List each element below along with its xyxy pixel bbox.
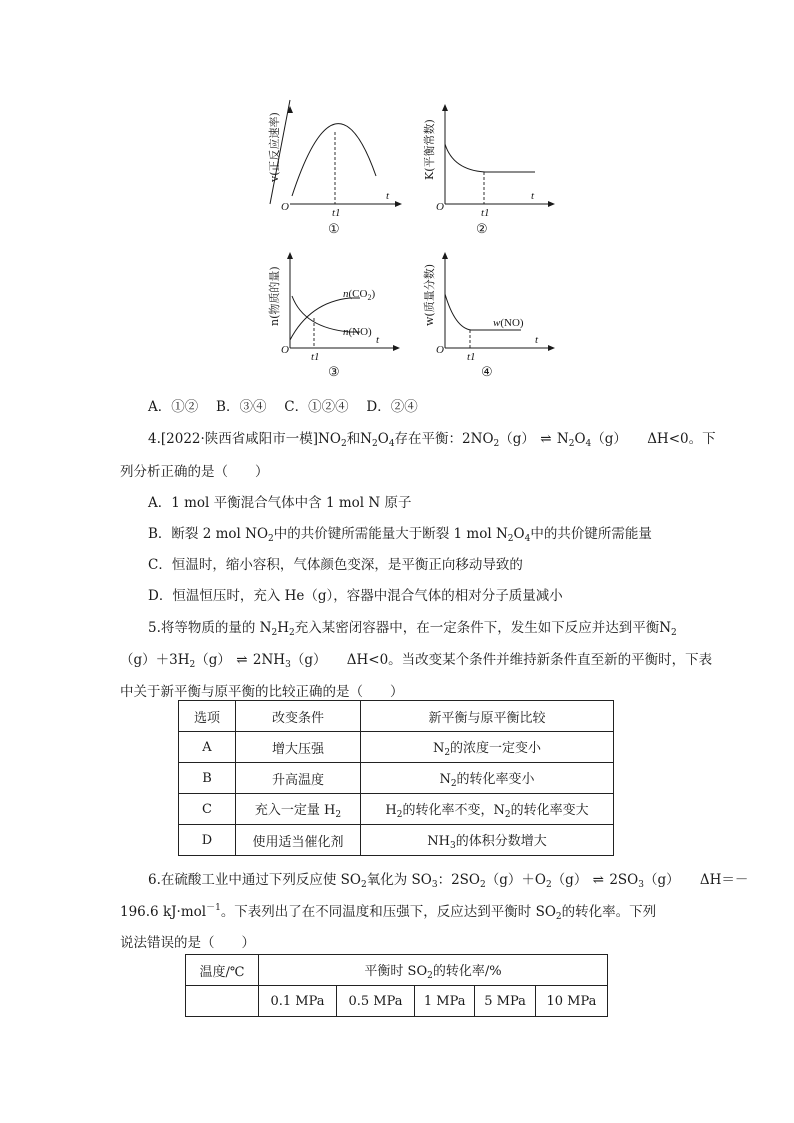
graph-1 bbox=[270, 100, 410, 240]
graph-number: ② bbox=[476, 221, 488, 236]
table-row: A 增大压强 $N_2$的浓度一定变小 bbox=[179, 732, 614, 763]
graph-number: ① bbox=[328, 221, 340, 236]
x-axis-label: t bbox=[535, 334, 539, 346]
header-conversion: 平衡时 $SO_2$的转化率/% bbox=[259, 955, 608, 986]
pressure-row bbox=[186, 986, 608, 1017]
table-row: B 升高温度 $N_2$的转化率变小 bbox=[179, 763, 614, 794]
y-axis-arrow bbox=[442, 104, 448, 111]
graph-4 bbox=[425, 248, 565, 388]
equilibrium-arrow: ⇌ bbox=[592, 872, 604, 888]
option-b[interactable]: B．③④ bbox=[216, 399, 267, 415]
pressure-cell: 5 MPa bbox=[475, 986, 535, 1017]
origin-label: O bbox=[436, 201, 444, 213]
q6-stem-line3: 说法错误的是（ ） bbox=[120, 935, 255, 951]
origin-label: O bbox=[436, 344, 444, 356]
y-axis-label: w(质量分数) bbox=[423, 264, 436, 326]
graph-2 bbox=[425, 100, 565, 240]
y-axis-label: n(物质的量) bbox=[268, 266, 281, 326]
x-axis-arrow bbox=[395, 201, 402, 207]
option-a[interactable]: A．①② bbox=[148, 399, 199, 415]
x-axis-arrow bbox=[548, 201, 555, 207]
k-curve bbox=[445, 144, 535, 172]
y-axis-arrow bbox=[442, 252, 448, 259]
q5-stem-line3: 中关于新平衡与原平衡的比较正确的是（ ） bbox=[120, 684, 404, 700]
header-comparison: 新平衡与原平衡比较 bbox=[361, 701, 614, 732]
graph-number: ④ bbox=[481, 364, 493, 379]
origin-label: O bbox=[281, 201, 289, 213]
t1-label: t1 bbox=[481, 207, 490, 219]
q4-stem-line1: 4.[2022·陕西省咸阳市一模]$NO_2$和$N_2O_4$存在平衡：$2NO_2(g)$ ⇌ $N_2O_4(g)$ ΔH<0。下 bbox=[148, 431, 716, 449]
equilibrium-arrow: ⇌ bbox=[540, 431, 552, 447]
t1-label: t1 bbox=[467, 351, 476, 363]
graph-3 bbox=[270, 248, 410, 388]
rate-curve bbox=[292, 124, 376, 196]
option-c[interactable]: C．①②④ bbox=[284, 399, 349, 415]
t1-label: t1 bbox=[332, 207, 341, 219]
q3-options bbox=[148, 395, 418, 415]
q4-option-d[interactable]: D．恒温恒压时，充入 He（g），容器中混合气体的相对分子质量减小 bbox=[148, 588, 563, 604]
q4-option-a[interactable]: A．1 mol 平衡混合气体中含 1 mol N 原子 bbox=[148, 495, 412, 511]
y-axis-arrow bbox=[287, 252, 293, 259]
x-axis-arrow bbox=[393, 345, 400, 351]
header-condition: 改变条件 bbox=[236, 701, 361, 732]
y-axis-label: v(正反应速率) bbox=[268, 112, 281, 182]
equilibrium-arrow: ⇌ bbox=[236, 652, 248, 668]
table-row: C 充入一定量 $H_2$ $H_2$的转化率不变，$N_2$的转化率变大 bbox=[179, 794, 614, 825]
q5-stem-line1: 5.将等物质的量的 $N_2H_2$充入某密闭容器中，在一定条件下，发生如下反应并达到平衡$N_2$ bbox=[148, 620, 677, 638]
q6-stem-line1: 6.在硫酸工业中通过下列反应使 $SO_2$氧化为 $SO_3$：$2SO_2(g)+O_2(g)$ ⇌ $2SO_3(g)$ ΔH＝－ bbox=[148, 872, 749, 890]
pressure-cell: 10 MPa bbox=[535, 986, 607, 1017]
header-option: 选项 bbox=[179, 701, 236, 732]
x-axis-label: t bbox=[386, 190, 390, 202]
pressure-cell: 1 MPa bbox=[414, 986, 474, 1017]
x-axis-label: t bbox=[376, 334, 380, 346]
wno-label: w(NO) bbox=[493, 317, 524, 329]
header-temperature: 温度/℃ bbox=[186, 955, 259, 986]
pressure-cell: 0.1 MPa bbox=[259, 986, 337, 1017]
pressure-cell: 0.5 MPa bbox=[336, 986, 414, 1017]
q6-stem-line2: 196.6 kJ·mol$^{-1}$。下表列出了在不同温度和压强下，反应达到平衡时 $SO_2$的转化率。下列 bbox=[120, 903, 657, 922]
table-row: D 使用适当催化剂 $NH_3$的体积分数增大 bbox=[179, 825, 614, 856]
x-axis-label: t bbox=[531, 190, 535, 202]
graph-number: ③ bbox=[328, 364, 340, 379]
t1-label: t1 bbox=[311, 351, 320, 363]
no-label: n(NO) bbox=[343, 326, 372, 338]
q4-stem-line2: 列分析正确的是（ ） bbox=[120, 464, 269, 480]
q5-table bbox=[178, 700, 614, 856]
q6-table bbox=[185, 954, 608, 1017]
q4-option-c[interactable]: C．恒温时，缩小容积，气体颜色变深，是平衡正向移动导致的 bbox=[148, 557, 523, 573]
y-axis-label: K(平衡常数) bbox=[423, 119, 436, 180]
x-axis-arrow bbox=[548, 345, 555, 351]
origin-label: O bbox=[281, 344, 289, 356]
q4-option-b[interactable]: B．断裂 2 mol $NO_2$中的共价键所需能量大于断裂 1 mol $N_2O_4$中的共价键所需能量 bbox=[148, 526, 652, 544]
co2-label: $n(CO_2)$ bbox=[343, 288, 376, 302]
q5-stem-line2: $(g)+3H_2(g)$ ⇌ $2NH_3(g)$ ΔH<0。当改变某个条件并维持新条件直至新的平衡时，下表 bbox=[120, 652, 713, 670]
option-d[interactable]: D．②④ bbox=[366, 399, 418, 415]
